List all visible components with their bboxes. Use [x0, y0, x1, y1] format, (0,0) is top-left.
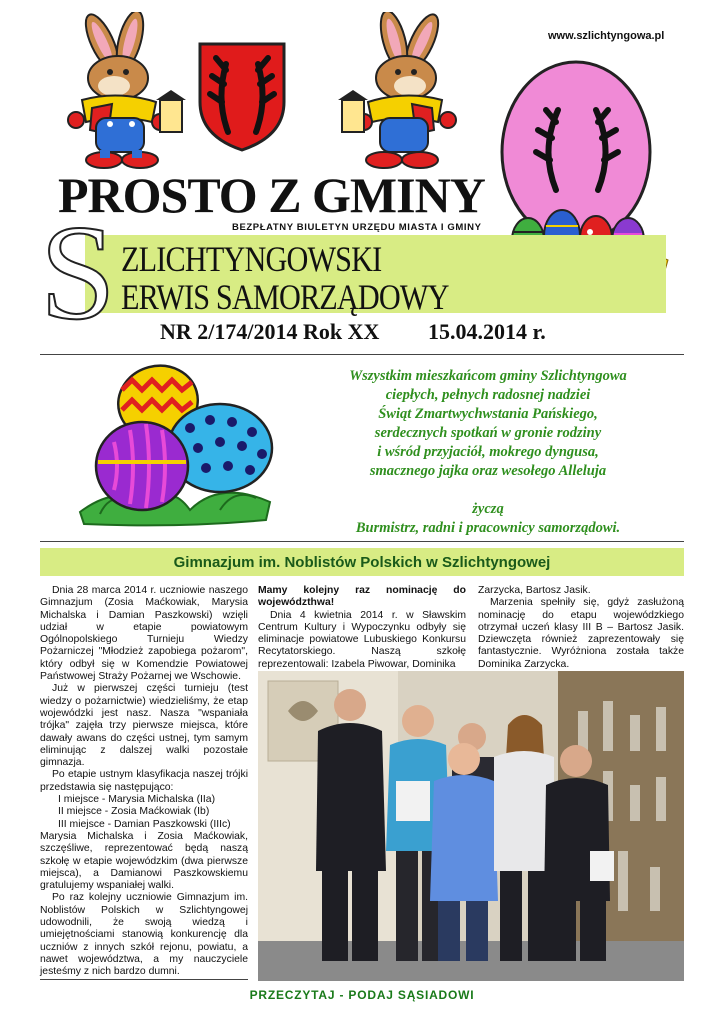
article-lead: Mamy kolejny raz nominację do województhwa!: [258, 585, 466, 609]
greeting-line: ciepłych, pełnych radosnej nadziei: [385, 387, 591, 403]
greeting-signature-verb: życzą: [472, 501, 504, 517]
ranking-item: III miejsce - Damian Paszkowski (IIIc): [58, 818, 231, 830]
greeting-line: Świąt Zmartwychwstania Pańskiego,: [378, 406, 598, 422]
ranking-item: II miejsce - Zosia Maćkowiak (Ib): [58, 806, 210, 818]
band-initial-letter: S: [40, 198, 116, 348]
masthead-subtitle: BEZPŁATNY BIULETYN URZĘDU MIASTA I GMINY: [232, 222, 482, 233]
greeting-line: i wśród przyjaciół, mokrego dyngusa,: [377, 444, 599, 460]
article-column-3: [478, 585, 684, 671]
greeting-line: serdecznych spotkań w gronie rodziny: [374, 425, 602, 441]
greeting-signature: Burmistrz, radni i pracownicy samorządowi.: [355, 520, 621, 536]
band-line-1: ZLICHTYNGOWSKI: [121, 239, 382, 279]
easter-greeting: [292, 367, 684, 538]
article-title: Gimnazjum im. Noblistów Polskich w Szlichtyngowej: [173, 554, 551, 571]
divider: [40, 541, 684, 542]
paragraph: Zarzycka, Bartosz Jasik.: [478, 585, 591, 596]
easter-rabbit-left-illustration: [52, 12, 194, 172]
paragraph: Po etapie ustnym klasyfikacja naszej trójki przedstawia się następująco:: [40, 769, 248, 793]
divider: [40, 354, 684, 355]
paragraph: Marzenia spełniły się, gdyż zasłużoną nominację do etapu wojewódzkiego otrzymał uczeń klasy III B – Bartosz Jasik. Dziewczęta również zaprezentowały się fantastycznie. Wyróżniona została także Dominika Zarzycka.: [478, 597, 684, 670]
paragraph: Marysia Michalska i Zosia Maćkowiak, szczęśliwe, reprezentować będą naszą szkołę w etapie wojewódzkim (dwa pierwsze miejsca), a Damianowi Paszkowskiemu gratulujemy wspaniałej walki.: [40, 830, 248, 892]
paragraph: Dnia 28 marca 2014 r. uczniowie naszego Gimnazjum (Zosia Maćkowiak, Marysia Michalska i Damian Paszkowski) wzięli udział w etapie powiatowym Ogólnopolskiego Turnieju Wiedzy Pożarniczej "Młodzież zapobiega pożarom", który odbył się w Komendzie Powiatowej Państwowej Straży Pożarnej we Wschowie.: [40, 585, 248, 683]
website-url[interactable]: www.szlichtyngowa.pl: [548, 30, 665, 42]
divider: [40, 979, 248, 980]
greeting-line: Wszystkim mieszkańcom gminy Szlichtyngowa: [349, 368, 627, 384]
issue-date: 15.04.2014 r.: [428, 319, 546, 344]
article-column-1: [40, 585, 248, 979]
municipality-crest-icon: [196, 40, 288, 152]
paragraph: Dnia 4 kwietnia 2014 r. w Sławskim Centrum Kultury i Wypoczynku odbyły się eliminacje powiatowe Lubuskiego Konkursu Recytatorskiego. Naszą szkołę reprezentowali: Izabela Piwowar, Dominika: [258, 609, 466, 670]
band-line-2: ERWIS SAMORZĄDOWY: [121, 277, 449, 317]
paragraph: Po raz kolejny uczniowie Gimnazjum im. Noblistów Polskich w Szlichtyngowej udowodnili, że swoją wiedzą i umiejętnościami stanowią konkurencję dla uczniów z innych szkół rejonu, powiatu, a nawet województwa, a my nauczyciele jesteśmy z nich bardzo dumni.: [40, 892, 248, 978]
easter-eggs-illustration: [70, 362, 280, 534]
paragraph: Już w pierwszej części turnieju (test wiedzy o pożarnictwie) wiedzieliśmy, że etap wojewódzki jest nasz. Nasza "wspaniała trójka" zajęła trzy pierwsze miejsca, które dawały awans do części ustnej, tym samym eliminując z dalszej walki pozostałe gimnazja.: [40, 683, 248, 769]
group-photo: [258, 671, 684, 981]
article-column-2: [258, 585, 466, 671]
easter-rabbit-right-illustration: [330, 12, 472, 172]
issue-number: NR 2/174/2014 Rok XX: [160, 319, 380, 344]
ranking-item: I miejsce - Marysia Michalska (IIa): [58, 794, 216, 806]
masthead-title: PROSTO Z GMINY: [58, 167, 485, 223]
footer-slogan: PRZECZYTAJ - PODAJ SĄSIADOWI: [249, 988, 475, 1002]
greeting-line: smacznego jajka oraz wesołego Alleluja: [369, 463, 607, 479]
